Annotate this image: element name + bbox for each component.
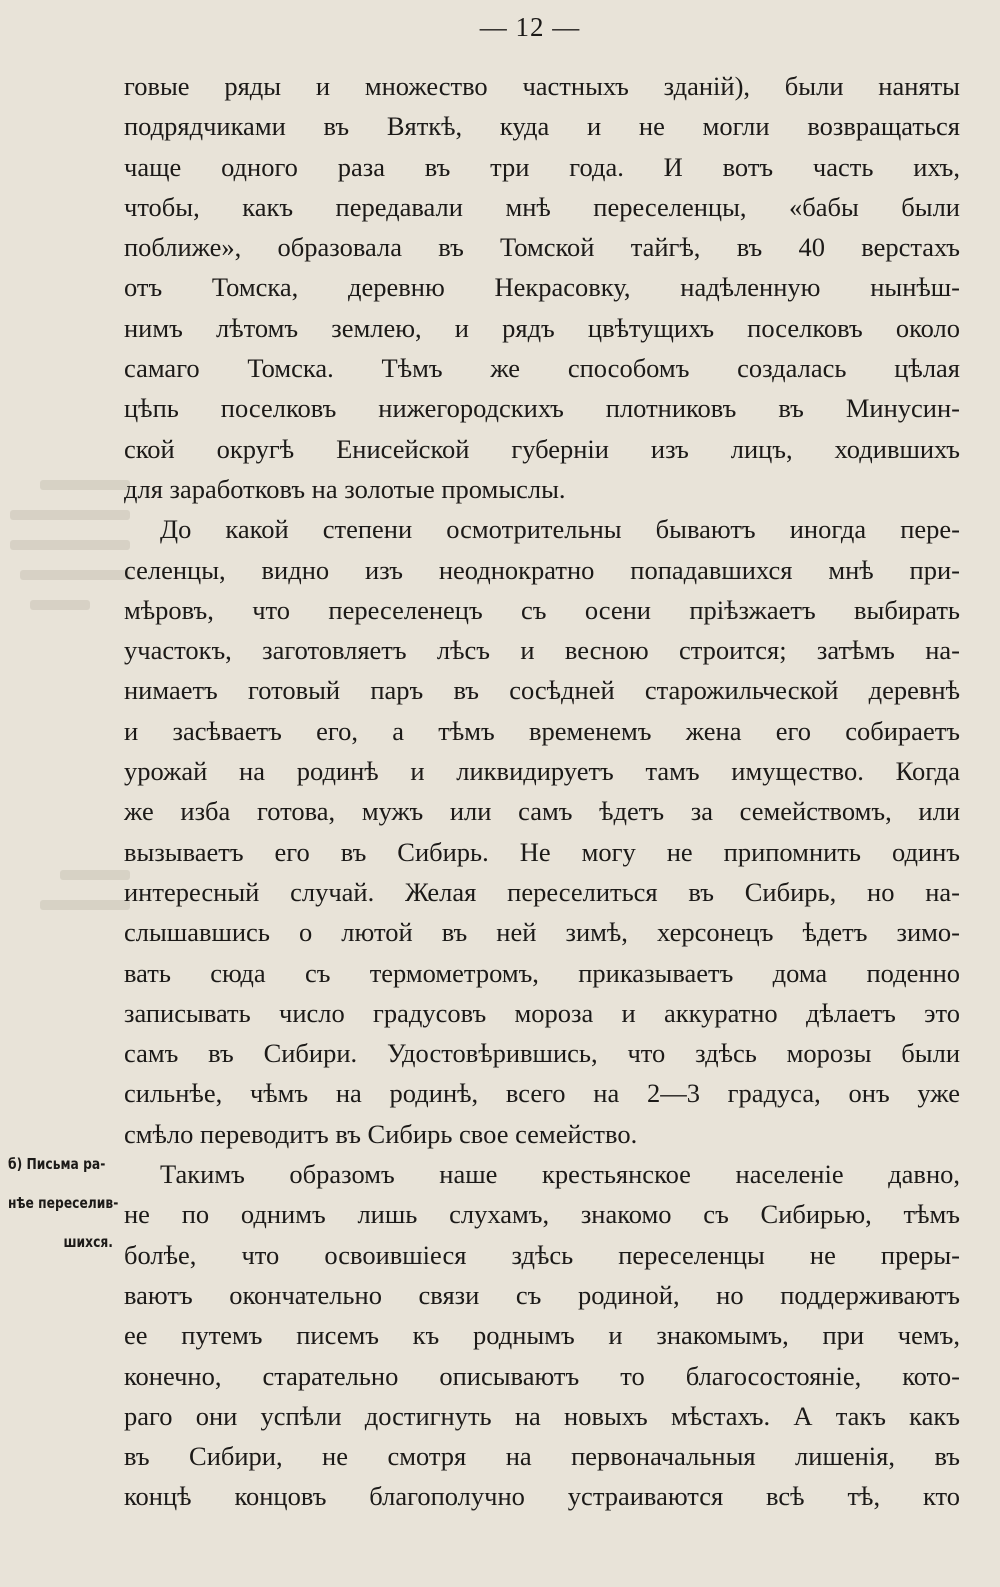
text-line: чаще одного раза въ три года. И вотъ часть ихъ, (124, 151, 960, 182)
text-line: селенцы, видно изъ неоднократно попадавшихся мнѣ при- (124, 554, 960, 585)
text-line: До какой степени осмотрительны бываютъ иногда пере- (160, 514, 960, 545)
margin-note-line: б) Письма ра- (8, 1155, 106, 1173)
text-line: цѣпь поселковъ нижегородскихъ плотниковъ въ Минусин- (124, 393, 960, 424)
text-line: смѣло переводитъ въ Сибирь свое семейство. (124, 1118, 638, 1149)
text-line: мѣровъ, что переселенецъ съ осени пріѣзжаетъ выбирать (124, 594, 960, 625)
text-line: болѣе, что освоившіеся здѣсь переселенцы не преры- (124, 1239, 960, 1270)
body-text (124, 66, 960, 1517)
text-line: интересный случай. Желая переселиться въ Сибирь, но на- (124, 876, 960, 907)
text-line: конечно, старательно описываютъ то благосостояніе, кото- (124, 1360, 960, 1391)
text-line: говые ряды и множество частныхъ зданій), были наняты (124, 71, 960, 101)
text-line: самаго Томска. Тѣмъ же способомъ создалась цѣлая (124, 353, 960, 384)
text-line: и засѣваетъ его, а тѣмъ временемъ жена его собираетъ (124, 715, 960, 746)
margin-note-line: шихся. (63, 1233, 113, 1251)
text-line: нимаетъ готовый паръ въ сосѣдней старожильческой деревнѣ (124, 675, 960, 706)
margin-note (8, 1145, 119, 1262)
text-line: для заработковъ на золотые промыслы. (124, 473, 566, 504)
text-line: записывать число градусовъ мороза и аккуратно дѣлаетъ это (124, 997, 960, 1028)
text-line: отъ Томска, деревню Некрасовку, надѣленную нынѣш- (124, 272, 960, 303)
text-line: вать сюда съ термометромъ, приказываетъ дома поденно (124, 957, 960, 988)
text-line: же изба готова, мужъ или самъ ѣдетъ за семействомъ, или (124, 796, 960, 827)
text-line: самъ въ Сибири. Удостовѣрившись, что здѣсь морозы были (124, 1038, 960, 1069)
text-line: ее путемъ писемъ къ роднымъ и знакомымъ, при чемъ, (124, 1320, 960, 1351)
text-line: раго они успѣли достигнуть на новыхъ мѣстахъ. А такъ какъ (124, 1400, 960, 1431)
text-line: въ Сибири, не смотря на первоначальныя лишенія, въ (124, 1441, 960, 1472)
text-line: не по однимъ лишь слухамъ, знакомо съ Сибирью, тѣмъ (124, 1199, 960, 1230)
text-line: поближе», образовала въ Томской тайгѣ, въ 40 верстахъ (124, 232, 960, 263)
show-through-bleed (0, 470, 140, 990)
text-line: подрядчиками въ Вяткѣ, куда и не могли возвращаться (124, 111, 960, 142)
text-line: ваютъ окончательно связи съ родиной, но поддерживаютъ (124, 1279, 960, 1310)
text-line: концѣ концовъ благополучно устраиваются всѣ тѣ, кто (124, 1481, 960, 1512)
text-line: урожай на родинѣ и ликвидируетъ тамъ имущество. Когда (124, 756, 960, 787)
text-line: Такимъ образомъ наше крестьянское населеніе давно, (160, 1159, 960, 1190)
text-line: слышавшись о лютой въ ней зимѣ, херсонецъ ѣдетъ зимо- (124, 917, 960, 948)
text-line: сильнѣе, чѣмъ на родинѣ, всего на 2—3 градуса, онъ уже (124, 1078, 960, 1109)
text-line: участокъ, заготовляетъ лѣсъ и весною строится; затѣмъ на- (124, 635, 960, 666)
text-line: вызываетъ его въ Сибирь. Не могу не припомнить одинъ (124, 836, 960, 867)
text-line: ской округѣ Енисейской губерніи изъ лицъ, ходившихъ (124, 433, 960, 464)
text-line: нимъ лѣтомъ землею, и рядъ цвѣтущихъ поселковъ около (124, 312, 960, 343)
margin-note-line: нѣе переселив- (8, 1194, 119, 1212)
page-number: — 12 — (479, 12, 581, 42)
text-line: чтобы, какъ передавали мнѣ переселенцы, «бабы были (124, 191, 960, 222)
